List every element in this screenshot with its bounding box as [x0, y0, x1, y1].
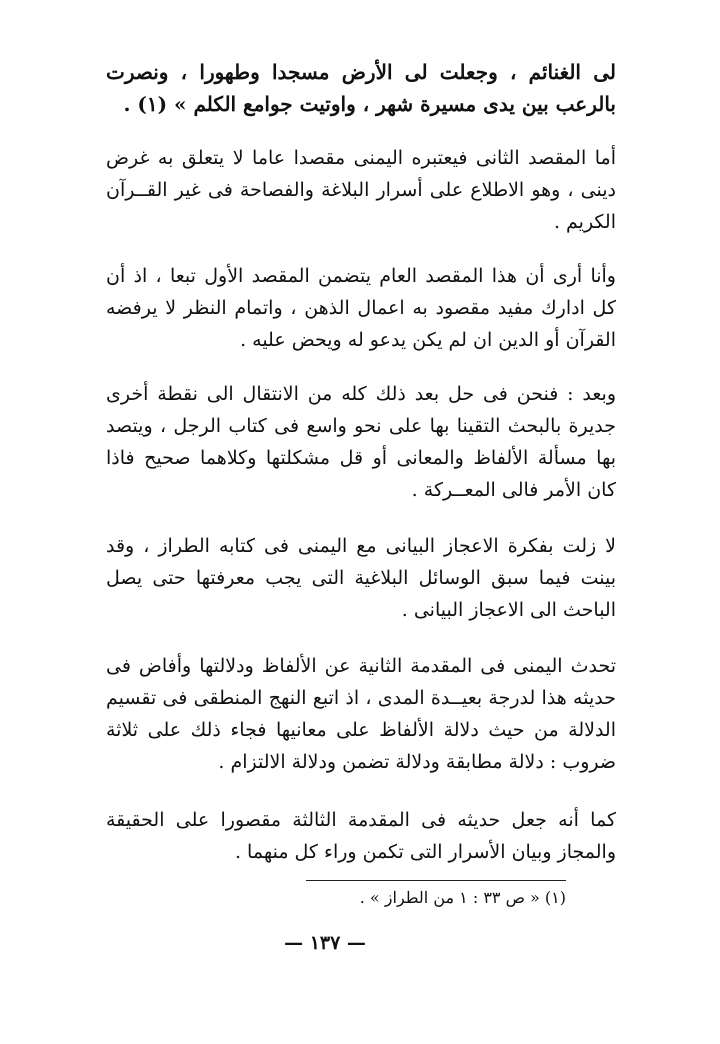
paragraph-2: وأنا أرى أن هذا المقصد العام يتضمن المقصد الأول تبعا ، اذ أن كل ادارك مفيد مقصود به اعمال الذهن ، واتمام النظر لا يرفضه القرآن أو الدين ان لم يكن يدعو له ويحض عليه . — [106, 265, 616, 351]
paragraph-4: لا زلت بفكرة الاعجاز البيانى مع اليمنى فى كتابه الطراز ، وقد بينت فيما سبق الوسائل البلاغية التى يجب معرفتها حتى يصل الباحث الى الاعجاز البيانى . — [106, 535, 616, 621]
intro-paragraph: لى الغنائم ، وجعلت لى الأرض مسجدا وطهورا ، ونصرت بالرعب بين يدى مسيرة شهر ، واوتيت جوامع الكلم » (١) . — [106, 60, 616, 116]
paragraph-3: وبعد : فنحن فى حل بعد ذلك كله من الانتقال الى نقطة أخرى جديرة بالبحث التقينا بها على نحو واسع فى كتاب الرجل ، ويتصد بها مسألة الألفاظ والمعانى أو قل مشكلتها وكلاهما صحيح فاذا كان الأمر فالى المعــركة . — [106, 383, 616, 501]
footnote-divider — [306, 880, 566, 881]
paragraph-1: أما المقصد الثانى فيعتبره اليمنى مقصدا عاما لا يتعلق به غرض دينى ، وهو الاطلاع على أسرار البلاغة والفصاحة فى غير القــرآن الكريم . — [106, 147, 616, 233]
paragraph-6: كما أنه جعل حديثه فى المقدمة الثالثة مقصورا على الحقيقة والمجاز وبيان الأسرار التى تكمن وراء كل منهما . — [106, 809, 616, 863]
paragraph-5: تحدث اليمنى فى المقدمة الثانية عن الألفاظ ودلالتها وأفاض فى حديثه هذا لدرجة بعيــدة المدى ، اذ اتبع النهج المنطقى فى تقسيم الدلالة من حيث دلالة الألفاظ على معانيها فجاء ذلك على ثلاثة ضروب : دلالة مطابقة ودلالة تضمن ودلالة الالتزام . — [106, 655, 616, 773]
footnote: (١) « ص ٣٣ : ١ من الطراز » . — [359, 888, 566, 907]
page-number: — ١٣٧ — — [284, 932, 366, 954]
